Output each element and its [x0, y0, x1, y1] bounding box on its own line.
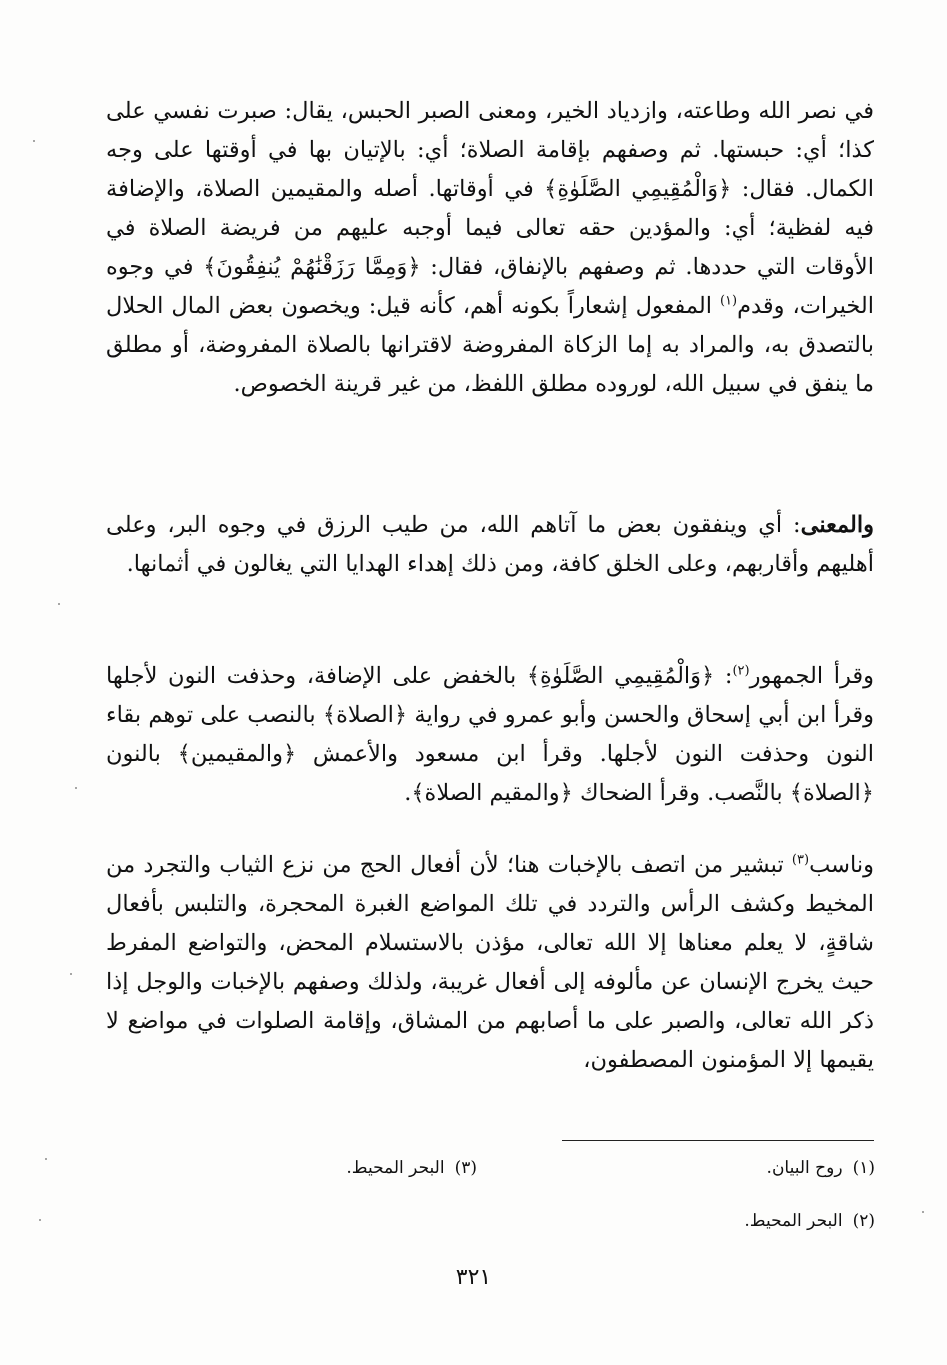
footnote-ref-1[interactable]: (١) [719, 293, 738, 309]
footnote-3 [346, 1157, 477, 1179]
footnote-separator [562, 1140, 874, 1141]
paragraph-2 [106, 506, 874, 584]
footnote-ref-2[interactable]: (٢) [732, 663, 750, 679]
footnote-2-number: (٢) [852, 1211, 875, 1231]
footnote-1 [767, 1157, 875, 1179]
scan-speck [75, 787, 77, 789]
footnote-3-text: البحر المحيط. [346, 1158, 445, 1178]
scan-speck [45, 1158, 47, 1160]
paragraph-1-text: في نصر الله وطاعته، وازدياد الخير، ومعنى الصبر الحبس، يقال: صبرت نفسي على كذا؛ أي: حبستها. ثم وصفهم بإقامة الصلاة؛ أي: بالإتيان بها في أوقتها على وجه الكمال. فقال: ﴿وَالْمُقِيمِي الصَّلَوٰةِ﴾ في أوقاتها. أصله والمقيمين الصلاة، والإضافة فيه لفظية؛ أي: والمؤدين حقه تعالى فيما أوجبه عليهم من فريضة الصلاة في الأوقات التي حددها. ثم وصفهم بالإنفاق، فقال: ﴿وَمِمَّا رَزَقْنَٰهُمْ يُنفِقُونَ﴾ في وجوه الخيرات، وقدم [106, 98, 874, 319]
scan-speck [922, 1211, 924, 1213]
scan-speck [70, 973, 72, 975]
paragraph-2-lead-word: والمعنى [800, 512, 874, 538]
paragraph-2-text: : أي وينفقون بعض ما آتاهم الله، من طيب الرزق في وجوه البر، وعلى أهليهم وأقاربهم، وعلى الخلق كافة، ومن ذلك إهداء الهدايا التي يغالون في أثمانها. [106, 512, 874, 577]
paragraph-1 [106, 92, 874, 404]
footnote-2 [744, 1210, 875, 1232]
paragraph-3-text: : ﴿وَالْمُقِيمِي الصَّلَوٰةِ﴾ بالخفض على الإضافة، وحذفت النون لأجلها وقرأ ابن أبي إسحاق والحسن وأبو عمرو في رواية ﴿الصلاة﴾ بالنصب على توهم بقاء النون وحذفت النون لأجلها. وقرأ ابن مسعود والأعمش ﴿والمقيمين﴾ بالنون ﴿الصلاة﴾ بالنَّصب. وقرأ الضحاك ﴿والمقيم الصلاة﴾. [106, 663, 874, 806]
footnote-1-number: (١) [852, 1158, 875, 1178]
footnote-3-number: (٣) [454, 1158, 477, 1178]
scan-speck [39, 1219, 41, 1221]
footnote-ref-3[interactable]: (٣) [791, 852, 810, 868]
page-number: ٣٢١ [455, 1265, 492, 1290]
paragraph-3-start: وقرأ الجمهور [749, 663, 874, 689]
footnote-1-text: روح البيان. [766, 1158, 843, 1178]
scan-speck [33, 140, 35, 142]
paragraph-3 [106, 657, 874, 813]
scan-speck [58, 603, 60, 605]
footnote-2-text: البحر المحيط. [744, 1211, 843, 1231]
paragraph-4-start: وناسب [809, 852, 874, 878]
paragraph-1-text-end: المفعول إشعاراً بكونه أهم، كأنه قيل: ويخصون بعض المال الحلال بالتصدق به، والمراد به إما الزكاة المفروضة لاقترانها بالصلاة المفروضة، أو مطلق ما ينفق في سبيل الله، لوروده مطلق اللفظ، من غير قرينة الخصوص. [106, 293, 874, 397]
paragraph-4-text: تبشير من اتصف بالإخبات هنا؛ لأن أفعال الحج من نزع الثياب والتجرد من المخيط وكشف الرأس والتردد في تلك المواضع الغبرة المحجرة، والتلبس بأفعال شاقةٍ، لا يعلم معناها إلا الله تعالى، مؤذن بالاستسلام المحض، والتواضع المفرط حيث يخرج الإنسان عن مألوفه إلى أفعال غريبة، ولذلك وصفهم بالإخبات والوجل إذا ذكر الله تعالى، والصبر على ما أصابهم من المشاق، وإقامة الصلوات في مواضع لا يقيمها إلا المؤمنون المصطفون، [106, 852, 874, 1073]
paragraph-4 [106, 846, 874, 1080]
